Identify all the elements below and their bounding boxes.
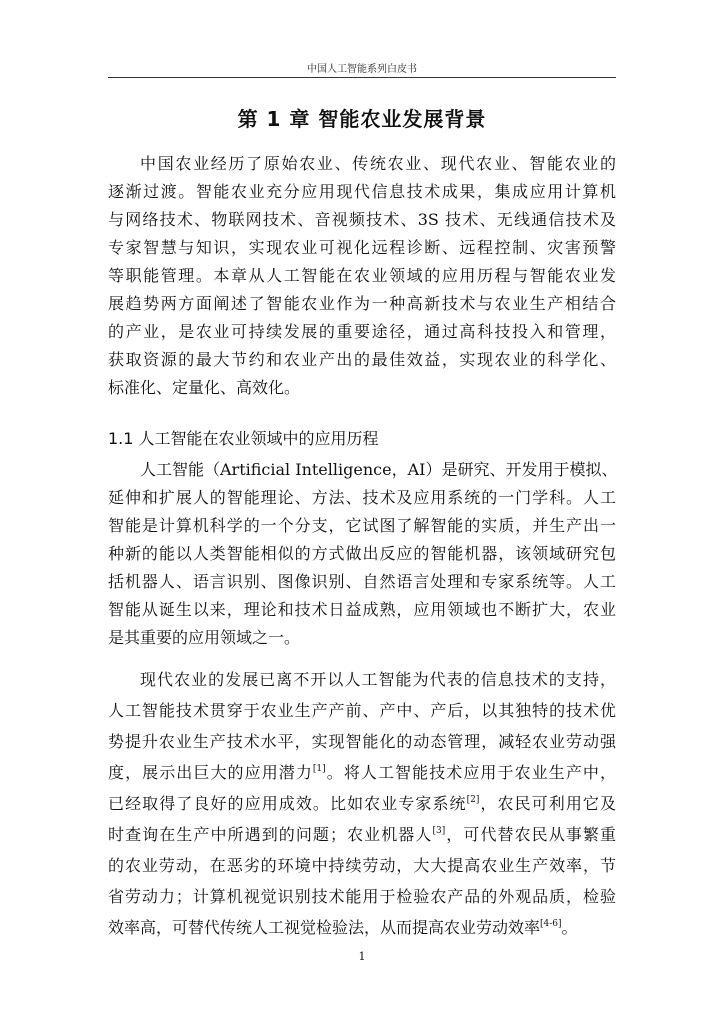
running-header: 中国人工智能系列白皮书 <box>307 64 417 75</box>
para2-line: 人工智能技术贯穿于农业生产产前、产中、产后，以其独特的技术优 <box>108 701 616 720</box>
citation-ref: [4-6] <box>540 919 562 929</box>
para1-line: 智能是计算机科学的一个分支，它试图了解智能的实质，并生产出一 <box>108 516 616 535</box>
citation-ref: [1] <box>312 764 326 774</box>
citation-ref: [2] <box>466 795 480 805</box>
para2-text: 度，展示出巨大的应用潜力 <box>108 763 313 782</box>
para2-line <box>108 914 616 942</box>
intro-line: 逐渐过渡。智能农业充分应用现代信息技术成果，集成应用计算机 <box>108 182 616 201</box>
para2-line: 现代农业的发展已离不开以人工智能为代表的信息技术的支持， <box>140 670 616 689</box>
para2-text: 时查询在生产中所遇到的问题；农业机器人 <box>108 825 433 844</box>
para2-line: 省劳动力；计算机视觉识别技术能用于检验农产品的外观品质，检验 <box>108 887 616 906</box>
header-divider <box>108 77 616 78</box>
para2-line: 势提升农业生产技术水平，实现智能化的动态管理，减轻农业劳动强 <box>108 732 616 751</box>
para1-line: 是其重要的应用领域之一。 <box>108 628 301 647</box>
intro-line: 等职能管理。本章从人工智能在农业领域的应用历程与智能农业发 <box>108 266 616 285</box>
para2-text: 已经取得了良好的应用成效。比如农业专家系统 <box>108 794 467 813</box>
para1-line: 人工智能（Artificial Intelligence，AI）是研究、开发用于模拟、 <box>140 460 618 479</box>
para2-line <box>108 759 616 787</box>
intro-line: 中国农业经历了原始农业、传统农业、现代农业、智能农业的 <box>140 154 616 173</box>
page-number: 1 <box>358 950 366 963</box>
para1-line: 智能从诞生以来，理论和技术日益成熟，应用领域也不断扩大，农业 <box>108 600 616 619</box>
para2-text: 。 <box>561 918 578 937</box>
citation-ref: [3] <box>432 826 446 836</box>
intro-line: 标准化、定量化、高效化。 <box>108 378 301 397</box>
para2-text: ，可代替农民从事繁重 <box>445 825 616 844</box>
section-heading: 1.1 人工智能在农业领域中的应用历程 <box>108 429 379 448</box>
para1-line: 延伸和扩展人的智能理论、方法、技术及应用系统的一门学科。人工 <box>108 488 616 507</box>
intro-line: 专家智慧与知识，实现农业可视化远程诊断、远程控制、灾害预警 <box>108 238 616 257</box>
intro-line: 展趋势两方面阐述了智能农业作为一种高新技术与农业生产相结合 <box>108 294 616 313</box>
para2-line: 的农业劳动，在恶劣的环境中持续劳动，大大提高农业生产效率，节 <box>108 856 616 875</box>
para2-line <box>108 790 616 818</box>
intro-line: 与网络技术、物联网技术、音视频技术、3S 技术、无线通信技术及 <box>108 210 616 229</box>
para2-text: 。将人工智能技术应用于农业生产中， <box>325 763 616 782</box>
para2-text: 效率高，可替代传统人工视觉检验法，从而提高农业劳动效率 <box>108 918 541 937</box>
para1-line: 种新的能以人类智能相似的方式做出反应的智能机器，该领域研究包 <box>108 544 616 563</box>
intro-line: 获取资源的最大节约和农业产出的最佳效益，实现农业的科学化、 <box>108 350 616 369</box>
chapter-title: 第 1 章 智能农业发展背景 <box>237 107 487 131</box>
para2-line <box>108 821 616 849</box>
intro-line: 的产业，是农业可持续发展的重要途径，通过高科技投入和管理， <box>108 322 616 341</box>
para1-line: 括机器人、语言识别、图像识别、自然语言处理和专家系统等。人工 <box>108 572 616 591</box>
para2-text: ，农民可利用它及 <box>479 794 616 813</box>
